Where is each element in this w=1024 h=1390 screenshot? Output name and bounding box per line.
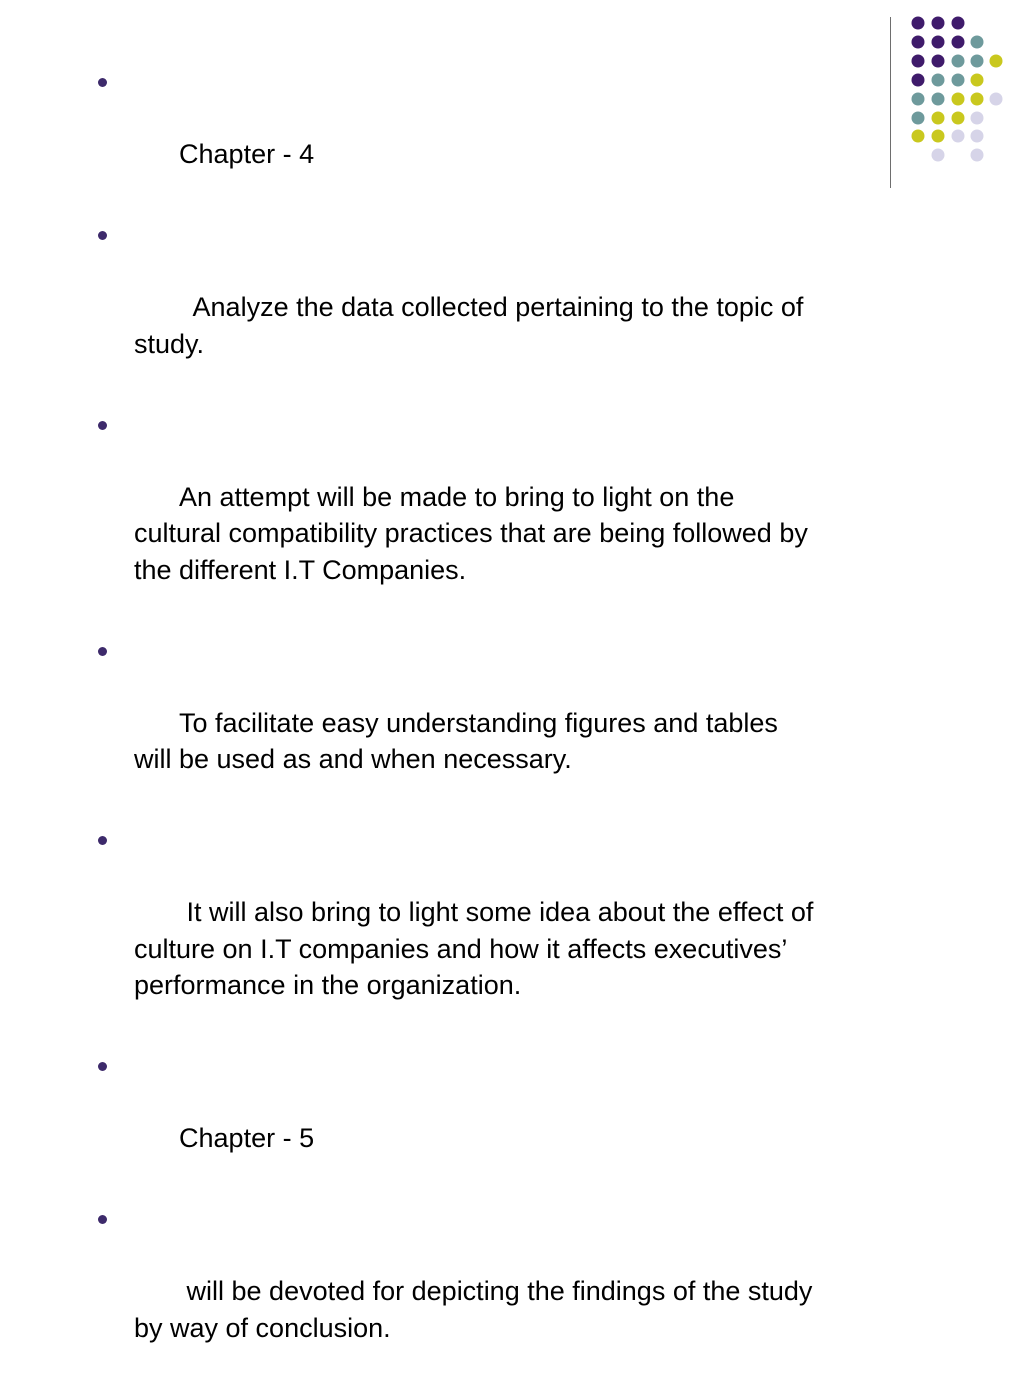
- bullet-text: Chapter - 5: [179, 1123, 315, 1153]
- decor-dot: [971, 112, 984, 125]
- bullet-icon: [98, 647, 107, 656]
- decor-dot: [912, 93, 925, 106]
- decor-dot: [932, 36, 945, 49]
- bullet-item-cultural-compatibility: [96, 406, 816, 625]
- decor-dot: [912, 55, 925, 68]
- decor-dot: [952, 93, 965, 106]
- decor-dot: [971, 130, 984, 143]
- bullet-item-analyze-data: [96, 216, 816, 399]
- decor-dot: [932, 17, 945, 30]
- decor-dot: [971, 74, 984, 87]
- bullet-text: It will also bring to light some idea about the effect of culture on I.T companies and how it affects executives’ performance in the organization.: [134, 897, 821, 1000]
- bullet-item-culture-effect: [96, 821, 821, 1040]
- decor-dot: [952, 36, 965, 49]
- decor-dot: [932, 55, 945, 68]
- decor-dot: [932, 149, 945, 162]
- vertical-divider: [890, 17, 891, 188]
- bullet-icon: [98, 231, 107, 240]
- bullet-icon: [98, 836, 107, 845]
- decor-dot: [912, 17, 925, 30]
- bullet-list: [96, 63, 821, 1390]
- decor-dot: [952, 112, 965, 125]
- bullet-item-chapter-5: [96, 1047, 816, 1193]
- decor-dot: [990, 93, 1003, 106]
- decor-dot: [971, 93, 984, 106]
- decor-dot: [952, 55, 965, 68]
- decor-dot: [912, 112, 925, 125]
- decor-dot: [912, 74, 925, 87]
- decor-dot: [932, 74, 945, 87]
- decor-dot: [971, 55, 984, 68]
- bullet-text: Chapter - 4: [179, 139, 315, 169]
- decor-dot: [990, 55, 1003, 68]
- bullet-icon: [98, 1215, 107, 1224]
- bullet-text: will be devoted for depicting the findings of the study by way of conclusion.: [134, 1276, 820, 1343]
- bullet-item-findings: [96, 1200, 820, 1383]
- decor-dot: [952, 130, 965, 143]
- bullet-item-chapter-4: [96, 63, 816, 209]
- decor-dot: [912, 130, 925, 143]
- bullet-text: To facilitate easy understanding figures and tables will be used as and when necessary.: [134, 707, 786, 774]
- decor-dot: [952, 74, 965, 87]
- decor-dot: [971, 36, 984, 49]
- decor-dot: [912, 36, 925, 49]
- bullet-text: Analyze the data collected pertaining to the topic of study.: [134, 292, 811, 359]
- decor-dot: [932, 93, 945, 106]
- bullet-item-figures-tables: [96, 632, 816, 815]
- decor-dot: [932, 130, 945, 143]
- decor-dot: [952, 17, 965, 30]
- bullet-text: An attempt will be made to bring to light on the cultural compatibility practices that are being followed by the different I.T Companies.: [134, 481, 816, 585]
- bullet-icon: [98, 78, 107, 87]
- decor-dot: [932, 112, 945, 125]
- bullet-icon: [98, 421, 107, 430]
- bullet-icon: [98, 1062, 107, 1071]
- decor-dot: [971, 149, 984, 162]
